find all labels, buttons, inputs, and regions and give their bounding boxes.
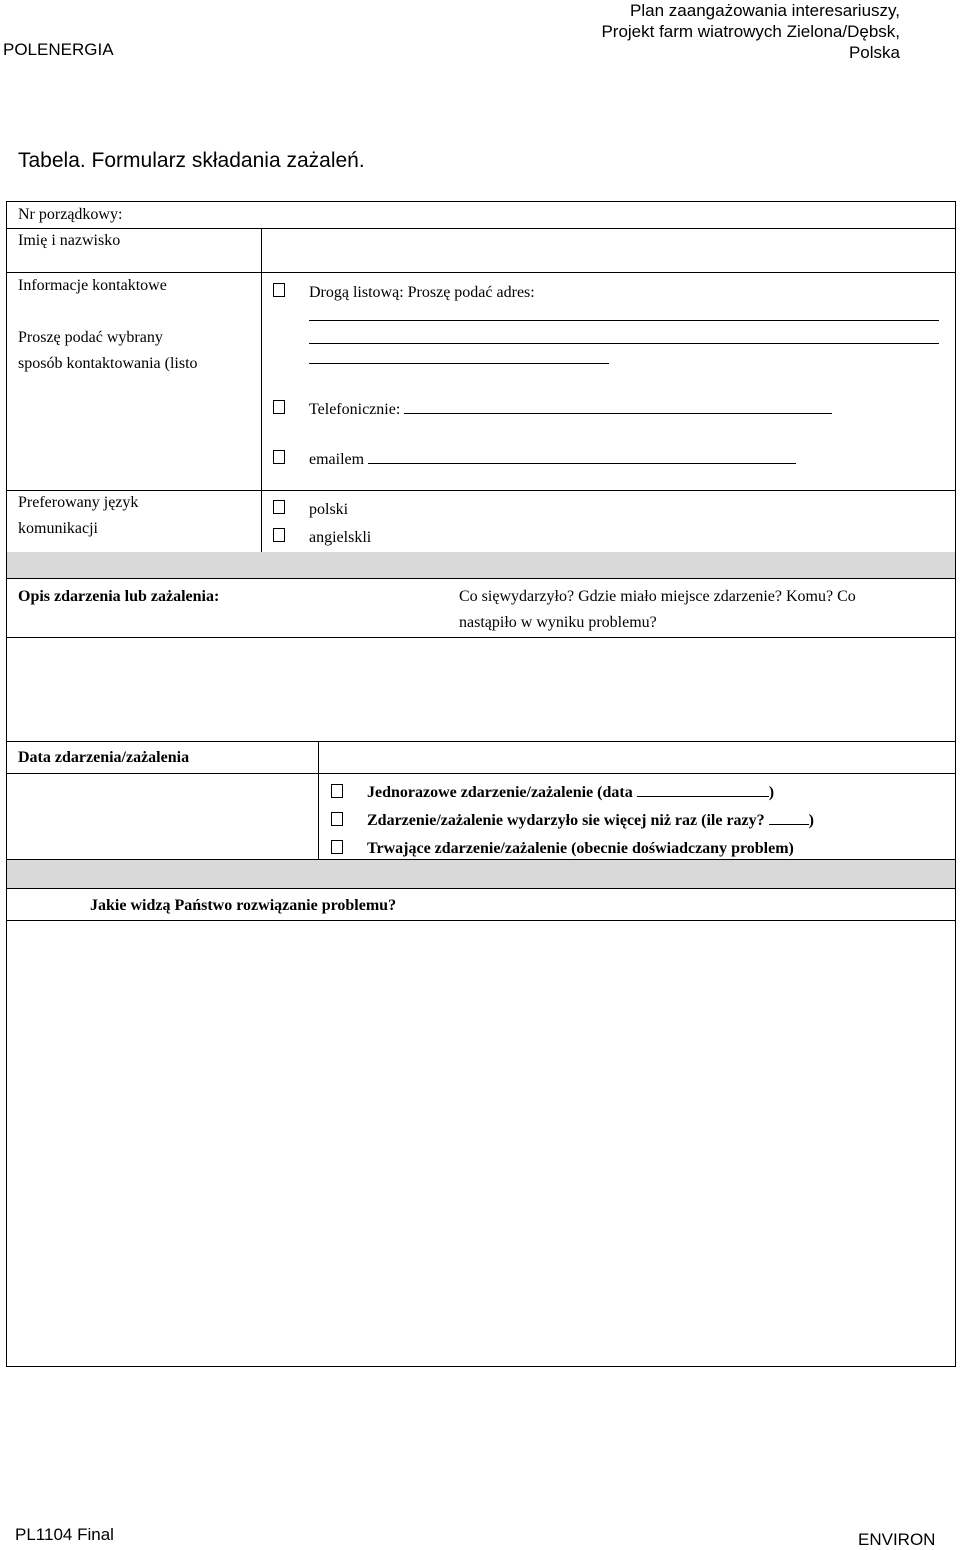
ongoing-checkbox[interactable] [331,840,343,854]
repeated-option [367,808,814,834]
phone-label: Telefonicznie: [309,401,401,418]
repeated-checkbox[interactable] [331,812,343,826]
footer-brand: ENVIRON [858,1530,936,1549]
language-label-line-2: komunikacji [18,520,98,537]
repeated-close: ) [808,812,814,829]
repeated-count-field[interactable] [769,808,809,825]
solution-label: Jakie widzą Państwo rozwiązanie problemu? [90,897,397,914]
name-label: Imię i nazwisko [18,232,121,249]
header-line-1: Plan zaangażowania interesariuszy, [630,1,900,20]
address-line-1[interactable] [309,320,939,321]
description-label: Opis zdarzenia lub zażalenia: [18,588,220,605]
solution-field[interactable] [7,921,955,1366]
serial-number-label: Nr porządkowy: [18,206,123,223]
polish-checkbox[interactable] [273,500,285,514]
one-time-label: Jednorazowe zdarzenie/zażalenie (data [367,784,633,801]
contact-hint-line-2: sposób kontaktowania (listo [18,355,198,372]
address-line-3[interactable] [309,363,609,364]
english-label: angielskli [309,529,372,546]
document-id: PL1104 Final [15,1525,114,1544]
email-label: emailem [309,451,365,468]
description-hint-line-1: Co sięwydarzyło? Gdzie miało miejsce zdarzenie? Komu? Co [459,588,856,605]
email-field[interactable] [368,447,796,464]
english-checkbox[interactable] [273,528,285,542]
date-field[interactable] [319,742,955,773]
language-label-line-1: Preferowany język [18,494,139,511]
date-label: Data zdarzenia/zażalenia [18,749,190,766]
phone-field[interactable] [404,397,832,414]
one-time-checkbox[interactable] [331,784,343,798]
description-field[interactable] [7,638,955,741]
one-time-option [367,780,774,806]
contact-label: Informacje kontaktowe [18,277,167,294]
document-header [601,0,900,63]
polish-label: polski [309,501,349,518]
post-option-label: Drogą listową: Proszę podać adres: [309,284,535,301]
one-time-close: ) [768,784,775,801]
email-checkbox[interactable] [273,450,285,464]
post-checkbox[interactable] [273,283,285,297]
solution-table [6,888,956,1367]
one-time-date-field[interactable] [637,780,769,797]
address-line-2[interactable] [309,343,939,344]
contact-hint-line-1: Proszę podać wybrany [18,329,163,346]
email-option [309,447,796,473]
header-line-3: Polska [848,43,900,62]
description-hint-line-2: nastąpiło w wyniku problemu? [459,614,657,631]
company-name: POLENERGIA [3,40,114,59]
header-line-2: Projekt farm wiatrowych Zielona/Dębsk, [601,22,900,41]
incident-table [6,552,956,889]
page-title: Tabela. Formularz składania zażaleń. [18,149,365,172]
phone-checkbox[interactable] [273,400,285,414]
repeated-label: Zdarzenie/zażalenie wydarzyło sie więcej niż raz (ile razy? [367,812,765,829]
contact-table [6,201,956,553]
ongoing-label: Trwające zdarzenie/zażalenie (obecnie doświadczany problem) [367,840,794,857]
phone-option [309,397,832,423]
